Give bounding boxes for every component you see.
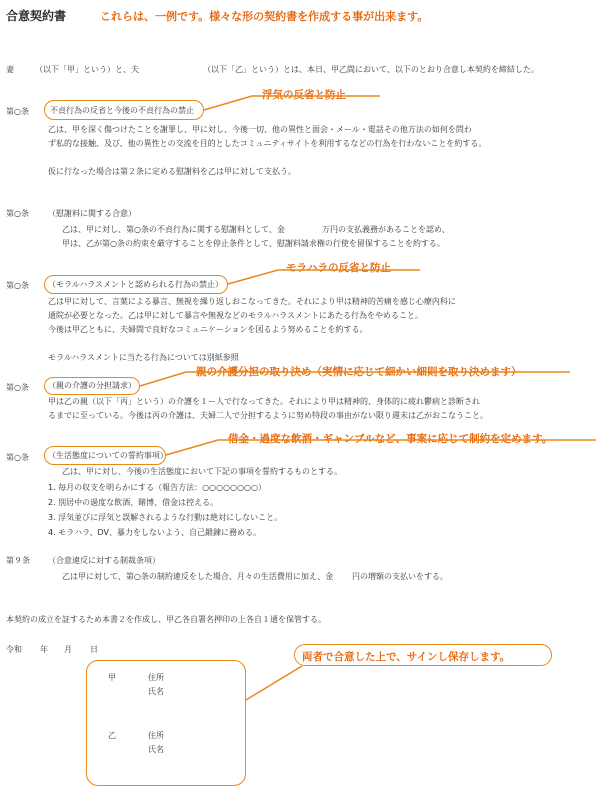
article-1-number: 第○条 (6, 107, 29, 116)
sig-a-name-label: 氏名 (148, 687, 164, 696)
document-title: 合意契約書 (6, 9, 67, 23)
article-2-number: 第○条 (6, 209, 29, 218)
intro-party-a: （以下「甲」という）と、夫 (35, 65, 139, 74)
article-1-line-3: 仮に行なった場合は第２条に定める慰謝料を乙は甲に対して支払う。 (48, 167, 296, 176)
leader-line-5 (246, 666, 302, 700)
sig-a-address-label: 住所 (148, 673, 164, 682)
note-affair-prevention: 浮気の反省と防止 (262, 89, 346, 101)
note-sign-and-store: 両者で合意した上で、サインし保存します。 (302, 651, 511, 663)
article-4-line-1: 甲は乙の親（以下「丙」という）の介護を１ー人で行なってきた。それにより甲は精神的、身体的に疲れ鬱病と診断され (48, 397, 480, 406)
article-2-heading: （慰謝料に関する合意） (48, 209, 136, 218)
top-example-note: これらは、一例です。様々な形の契約書を作成する事が出来ます。 (100, 10, 429, 23)
article-2-line-1-cont: 万円の支払義務があることを認め、 (322, 225, 450, 234)
sig-b-name-label: 氏名 (148, 745, 164, 754)
article-4-line-2: るまでに至っている。今後は丙の介護は、夫婦二人で分担するように努め特段の事由がない限り週末は乙がおこなうこと。 (48, 411, 488, 420)
date-year: 年 (40, 645, 48, 654)
article-3-number: 第○条 (6, 281, 29, 290)
article-3-line-2: 通院が必要となった。乙は甲に対して暴言や無視などのモラルハラスメントにあたる行為をやめること。 (48, 311, 423, 320)
article-4-heading: （親の介護の分担請求） (48, 381, 136, 390)
intro-wife-label: 妻 (6, 65, 14, 74)
note-moral-harassment: モラハラの反省と防止 (286, 262, 391, 274)
article-5-item-3: 3. 浮気並びに浮気と誤解されるような行動は絶対にしないこと。 (48, 513, 283, 522)
date-era: 令和 (6, 645, 22, 654)
note-restrictions: 借金・過度な飲酒・ギャンブルなど、事案に応じて制約を定めます。 (228, 433, 553, 445)
sig-b-address-label: 住所 (148, 731, 164, 740)
article-5-number: 第○条 (6, 453, 29, 462)
article-5-item-2: 2. 別居中の過度な飲酒、賭博、借金は控える。 (48, 498, 219, 507)
article-4-number: 第○条 (6, 383, 29, 392)
note-parent-care: 親の介護分担の取り決め（実情に応じて細かい細則を取り決めます） (196, 366, 522, 378)
article-3-line-3: 今後は甲乙ともに、夫婦間で良好なコミュニケーションを図るよう努めることを約する。 (48, 325, 368, 334)
article-1-line-1: 乙は、甲を深く傷つけたことを謝罪し、甲に対し、今後一切、他の異性と面会・メール・電話その他方法の如何を問わ (48, 125, 472, 134)
article-3-line-1: 乙は甲に対して、言葉による暴言、無視を繰り返しおこなってきた。それにより甲は精神的苦痛を感じ心療内科に (48, 297, 456, 306)
article-1-line-2: ず私的な接触、及び、他の異性との交流を目的としたコミュニティサイトを利用するなどの行為を行わないことを約する。 (48, 139, 487, 148)
sig-party-b: 乙 (108, 731, 116, 740)
date-month: 月 (64, 645, 72, 654)
article-3-heading: （モラルハラスメントと認められる行為の禁止） (48, 280, 223, 289)
article-5-item-4: 4. モラハラ、DV、暴力をしないよう、自己鍛錬に務める。 (48, 528, 262, 537)
article-5-line-1: 乙は、甲に対し、今後の生活態度において下記の事項を誓約するものとする。 (62, 467, 342, 476)
article-1-heading: 不貞行為の反省と今後の不貞行為の禁止 (50, 106, 194, 115)
article-3-line-4: モラルハラスメントに当たる行為については別紙参照 (48, 353, 239, 362)
closing-statement: 本契約の成立を証するため本書２を作成し、甲乙各自署名押印の上各自１通を保管する。 (6, 615, 326, 624)
article-9-heading: （合意違反に対する制裁条項） (48, 556, 160, 565)
article-2-line-1: 乙は、甲に対し、第○条の不貞行為に関する慰謝料として、金 (62, 225, 285, 234)
intro-party-b: （以下「乙」という）とは、本日、甲乙間において、以下のとおり合意し本契約を締結した。 (203, 65, 539, 74)
article-9-line-1-cont: 円の増額の支払いをする。 (352, 572, 448, 581)
article-2-line-2: 甲は、乙が第○条の約束を厳守することを停止条件として、慰謝料請求権の行使を留保することを約する。 (62, 239, 445, 248)
sig-party-a: 甲 (108, 673, 116, 682)
article-5-heading: （生活態度についての誓約事項） (48, 451, 168, 460)
article-5-item-1: 1. 毎月の収支を明らかにする（報告方法：○○○○○○○○） (48, 483, 267, 492)
article-9-line-1: 乙は甲に対して、第○条の制約違反をした場合、月々の生活費用に加え、金 (62, 572, 334, 581)
date-day: 日 (90, 645, 98, 654)
article-9-number: 第９条 (6, 556, 30, 565)
